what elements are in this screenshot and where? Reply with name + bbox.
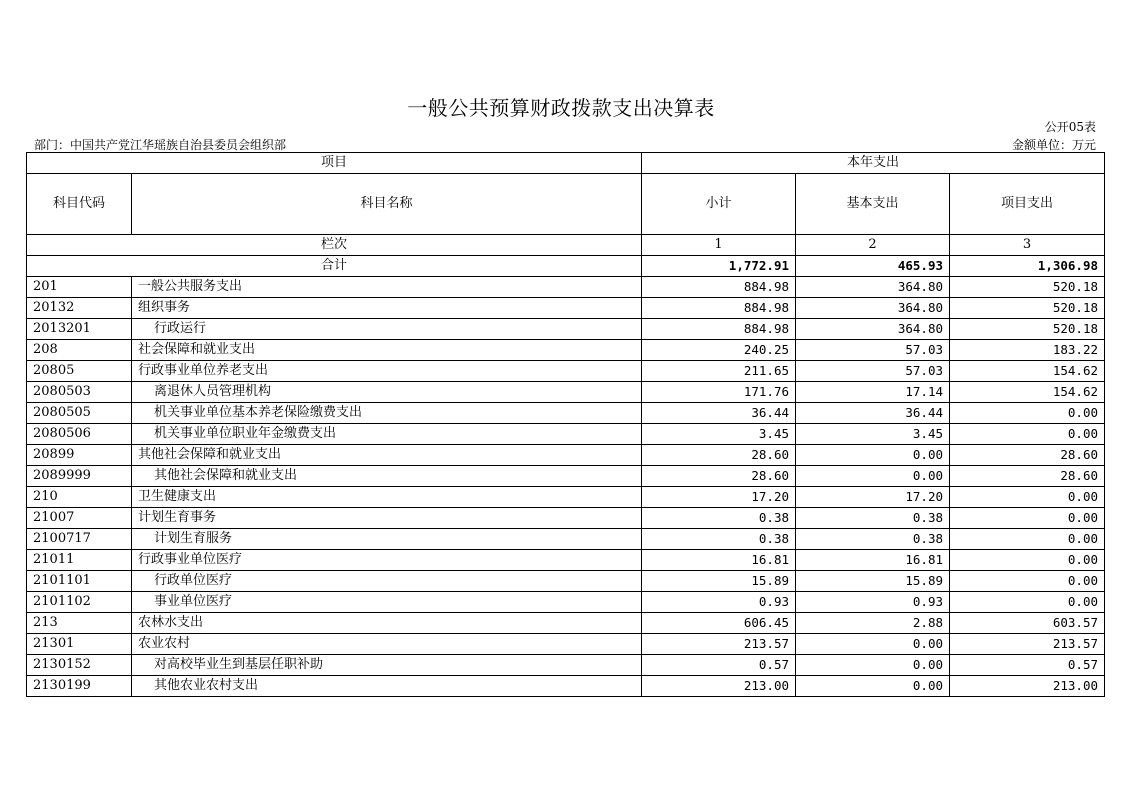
header-row-2	[27, 174, 1105, 235]
total-project: 1,306.98	[950, 256, 1105, 277]
project-value: 183.22	[950, 340, 1105, 361]
subject-code: 20132	[27, 298, 132, 319]
subject-name: 离退休人员管理机构	[132, 382, 642, 403]
project-value: 0.00	[950, 508, 1105, 529]
basic-value: 0.00	[796, 676, 950, 697]
table-row	[27, 445, 1105, 466]
subject-code: 2080505	[27, 403, 132, 424]
subject-code: 213	[27, 613, 132, 634]
project-value: 0.57	[950, 655, 1105, 676]
subtotal-value: 16.81	[642, 550, 796, 571]
subject-name: 计划生育事务	[132, 508, 642, 529]
basic-value: 57.03	[796, 340, 950, 361]
project-value: 520.18	[950, 298, 1105, 319]
subject-name: 其他社会保障和就业支出	[132, 466, 642, 487]
subject-name: 对高校毕业生到基层任职补助	[132, 655, 642, 676]
amount-unit-label: 金额单位：万元	[1011, 138, 1096, 152]
basic-value: 16.81	[796, 550, 950, 571]
subject-name: 行政运行	[132, 319, 642, 340]
table-row	[27, 424, 1105, 445]
basic-header: 基本支出	[796, 174, 950, 235]
subtotal-value: 0.93	[642, 592, 796, 613]
project-value: 0.00	[950, 571, 1105, 592]
subject-name: 农林水支出	[132, 613, 642, 634]
basic-value: 2.88	[796, 613, 950, 634]
basic-value: 0.00	[796, 445, 950, 466]
subtotal-value: 884.98	[642, 298, 796, 319]
subject-name: 行政事业单位医疗	[132, 550, 642, 571]
project-value: 0.00	[950, 424, 1105, 445]
project-value: 0.00	[950, 487, 1105, 508]
name-header: 科目名称	[132, 174, 642, 235]
subject-name: 计划生育服务	[132, 529, 642, 550]
project-value: 28.60	[950, 445, 1105, 466]
table-row	[27, 655, 1105, 676]
table-row	[27, 508, 1105, 529]
subject-code: 21301	[27, 634, 132, 655]
table-row	[27, 298, 1105, 319]
form-number: 公开05表	[1044, 120, 1096, 134]
subject-code: 210	[27, 487, 132, 508]
column-label: 栏次	[27, 235, 642, 256]
project-value: 154.62	[950, 382, 1105, 403]
subject-name: 机关事业单位基本养老保险缴费支出	[132, 403, 642, 424]
subtotal-value: 240.25	[642, 340, 796, 361]
subtotal-value: 0.57	[642, 655, 796, 676]
project-value: 520.18	[950, 277, 1105, 298]
table-row	[27, 550, 1105, 571]
department-label: 部门：中国共产党江华瑶族自治县委员会组织部	[34, 138, 287, 152]
subject-code: 2130152	[27, 655, 132, 676]
table-row	[27, 277, 1105, 298]
basic-value: 15.89	[796, 571, 950, 592]
subject-name: 组织事务	[132, 298, 642, 319]
subject-name: 农业农村	[132, 634, 642, 655]
table-row	[27, 319, 1105, 340]
subject-code: 21011	[27, 550, 132, 571]
table-row	[27, 340, 1105, 361]
subject-name: 卫生健康支出	[132, 487, 642, 508]
basic-value: 364.80	[796, 298, 950, 319]
subject-code: 2013201	[27, 319, 132, 340]
project-expense-header: 项目支出	[950, 174, 1105, 235]
project-value: 213.00	[950, 676, 1105, 697]
code-header: 科目代码	[27, 174, 132, 235]
table-row	[27, 613, 1105, 634]
table-row	[27, 634, 1105, 655]
project-value: 0.00	[950, 403, 1105, 424]
basic-value: 0.00	[796, 466, 950, 487]
total-label: 合计	[27, 256, 642, 277]
basic-value: 57.03	[796, 361, 950, 382]
basic-value: 0.38	[796, 529, 950, 550]
project-value: 603.57	[950, 613, 1105, 634]
table-row	[27, 676, 1105, 697]
subject-name: 行政事业单位养老支出	[132, 361, 642, 382]
column-3: 3	[950, 235, 1105, 256]
subject-code: 2130199	[27, 676, 132, 697]
total-row	[27, 256, 1105, 277]
basic-value: 17.14	[796, 382, 950, 403]
subtotal-header: 小计	[642, 174, 796, 235]
header-row-1	[27, 153, 1105, 174]
subtotal-value: 3.45	[642, 424, 796, 445]
column-2: 2	[796, 235, 950, 256]
subtotal-value: 171.76	[642, 382, 796, 403]
subject-code: 2101102	[27, 592, 132, 613]
project-value: 28.60	[950, 466, 1105, 487]
basic-value: 364.80	[796, 319, 950, 340]
subject-name: 机关事业单位职业年金缴费支出	[132, 424, 642, 445]
table-row	[27, 529, 1105, 550]
subject-name: 事业单位医疗	[132, 592, 642, 613]
table-row	[27, 403, 1105, 424]
column-1: 1	[642, 235, 796, 256]
project-value: 154.62	[950, 361, 1105, 382]
basic-value: 3.45	[796, 424, 950, 445]
subject-code: 2080506	[27, 424, 132, 445]
subtotal-value: 0.38	[642, 508, 796, 529]
subject-name: 行政单位医疗	[132, 571, 642, 592]
subject-code: 2089999	[27, 466, 132, 487]
table-row	[27, 571, 1105, 592]
subject-name: 社会保障和就业支出	[132, 340, 642, 361]
subject-code: 2100717	[27, 529, 132, 550]
table-row	[27, 382, 1105, 403]
subtotal-value: 17.20	[642, 487, 796, 508]
subject-code: 21007	[27, 508, 132, 529]
subtotal-value: 213.00	[642, 676, 796, 697]
subject-code: 2080503	[27, 382, 132, 403]
subtotal-value: 213.57	[642, 634, 796, 655]
subject-code: 20805	[27, 361, 132, 382]
basic-value: 0.00	[796, 634, 950, 655]
subject-name: 一般公共服务支出	[132, 277, 642, 298]
page-title: 一般公共预算财政拨款支出决算表	[407, 96, 715, 120]
table-row	[27, 466, 1105, 487]
subject-code: 201	[27, 277, 132, 298]
subject-name: 其他社会保障和就业支出	[132, 445, 642, 466]
project-value: 0.00	[950, 550, 1105, 571]
column-number-row	[27, 235, 1105, 256]
expenditure-table	[26, 152, 1105, 697]
subtotal-value: 606.45	[642, 613, 796, 634]
subtotal-value: 0.38	[642, 529, 796, 550]
subject-code: 208	[27, 340, 132, 361]
basic-value: 0.00	[796, 655, 950, 676]
subject-code: 20899	[27, 445, 132, 466]
project-value: 0.00	[950, 529, 1105, 550]
project-header: 项目	[27, 153, 642, 174]
project-value: 213.57	[950, 634, 1105, 655]
subtotal-value: 15.89	[642, 571, 796, 592]
table-row	[27, 592, 1105, 613]
total-basic: 465.93	[796, 256, 950, 277]
subject-code: 2101101	[27, 571, 132, 592]
subject-name: 其他农业农村支出	[132, 676, 642, 697]
project-value: 0.00	[950, 592, 1105, 613]
subtotal-value: 884.98	[642, 319, 796, 340]
table-row	[27, 487, 1105, 508]
subtotal-value: 36.44	[642, 403, 796, 424]
subtotal-value: 211.65	[642, 361, 796, 382]
table-row	[27, 361, 1105, 382]
basic-value: 36.44	[796, 403, 950, 424]
subtotal-value: 884.98	[642, 277, 796, 298]
basic-value: 364.80	[796, 277, 950, 298]
basic-value: 0.93	[796, 592, 950, 613]
basic-value: 0.38	[796, 508, 950, 529]
total-subtotal: 1,772.91	[642, 256, 796, 277]
subtotal-value: 28.60	[642, 466, 796, 487]
basic-value: 17.20	[796, 487, 950, 508]
current-year-header: 本年支出	[642, 153, 1105, 174]
subtotal-value: 28.60	[642, 445, 796, 466]
project-value: 520.18	[950, 319, 1105, 340]
